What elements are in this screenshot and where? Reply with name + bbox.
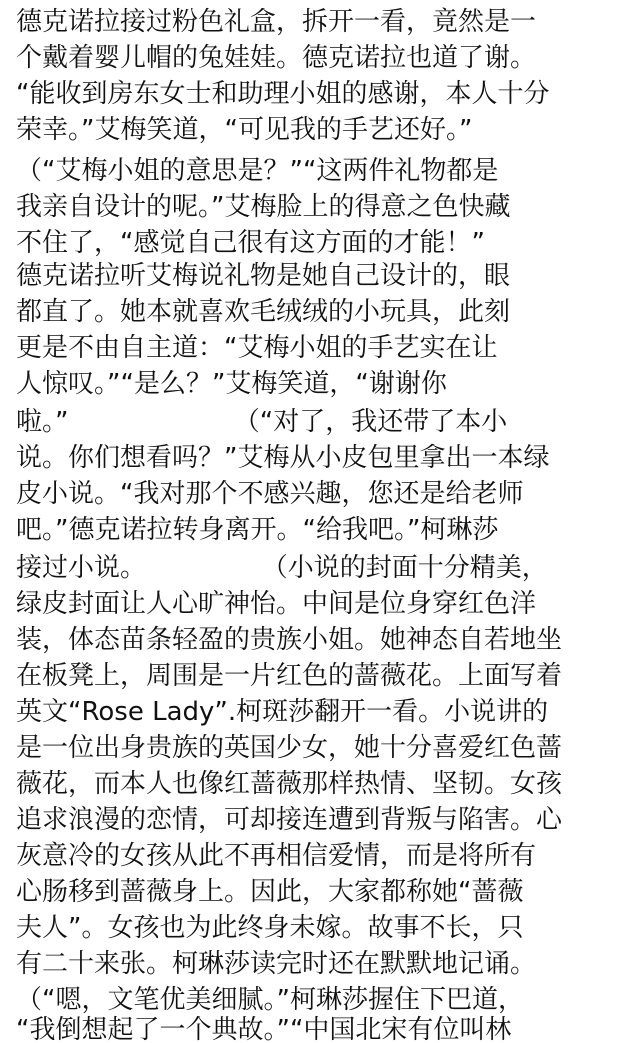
text-line: 人惊叹。”“是么？”艾梅笑道，“谢谢你 [16, 369, 447, 399]
text-line: 薇花，而本人也像红蔷薇那样热情、坚韧。女孩 [16, 769, 563, 799]
text-line: 德克诺拉听艾梅说礼物是她自己设计的，眼 [16, 261, 511, 291]
text-line: 皮小说。“我对那个不感兴趣，您还是给老师 [16, 479, 524, 509]
text-line: （“艾梅小姐的意思是？”“这两件礼物都是 [16, 156, 499, 186]
text-line: 在板凳上，周围是一片红色的蔷薇花。上面写着 [16, 661, 563, 691]
text-line: 荣幸。”艾梅笑道，“可见我的手艺还好。” [16, 115, 473, 145]
text-line: 啦。” （“对了，我还带了本小 [16, 407, 508, 437]
text-line: 我亲自设计的呢。”艾梅脸上的得意之色快藏 [16, 192, 511, 222]
text-line: 德克诺拉接过粉色礼盒，拆开一看，竟然是一 [16, 7, 537, 37]
text-line: “我倒想起了一个典故。”“中国北宋有位叫林 [16, 1015, 512, 1043]
text-line: 是一位出身贵族的英国少女，她十分喜爱红色蔷 [16, 733, 563, 763]
text-line: 灰意冷的女孩从此不再相信爱情，而是将所有 [16, 841, 537, 871]
text-line: 英文“Rose Lady”.柯斑莎翻开一看。小说讲的 [16, 697, 549, 727]
text-line: “能收到房东女士和助理小姐的感谢，本人十分 [16, 79, 550, 109]
text-line: 有二十来张。柯琳莎读完时还在默默地记诵。 [16, 949, 537, 979]
text-line: 不住了，“感觉自己很有这方面的才能！” [16, 228, 485, 258]
text-line: 吧。”德克诺拉转身离开。“给我吧。”柯琳莎 [16, 515, 499, 545]
text-line: 更是不由自主道：“艾梅小姐的手艺实在让 [16, 333, 498, 363]
text-line: （“嗯，文笔优美细腻。”柯琳莎握住下巴道， [16, 985, 524, 1015]
text-line: 装，体态苗条轻盈的贵族小姐。她神态自若地坐 [16, 625, 563, 655]
text-line: 心肠移到蔷薇身上。因此，大家都称她“蔷薇 [16, 877, 524, 907]
text-line: 都直了。她本就喜欢毛绒绒的小玩具，此刻 [16, 297, 511, 327]
text-line: 接过小说。 （小说的封面十分精美， [16, 553, 548, 583]
text-line: 夫人”。女孩也为此终身未嫁。故事不长，只 [16, 913, 524, 943]
text-line: 绿皮封面让人心旷神怡。中间是位身穿红色洋 [16, 589, 537, 619]
text-line: 说。你们想看吗？”艾梅从小皮包里拿出一本绿 [16, 443, 550, 473]
text-line: 个戴着婴儿帽的兔娃娃。德克诺拉也道了谢。 [16, 43, 537, 73]
text-line: 追求浪漫的恋情，可却接连遭到背叛与陷害。心 [16, 805, 563, 835]
